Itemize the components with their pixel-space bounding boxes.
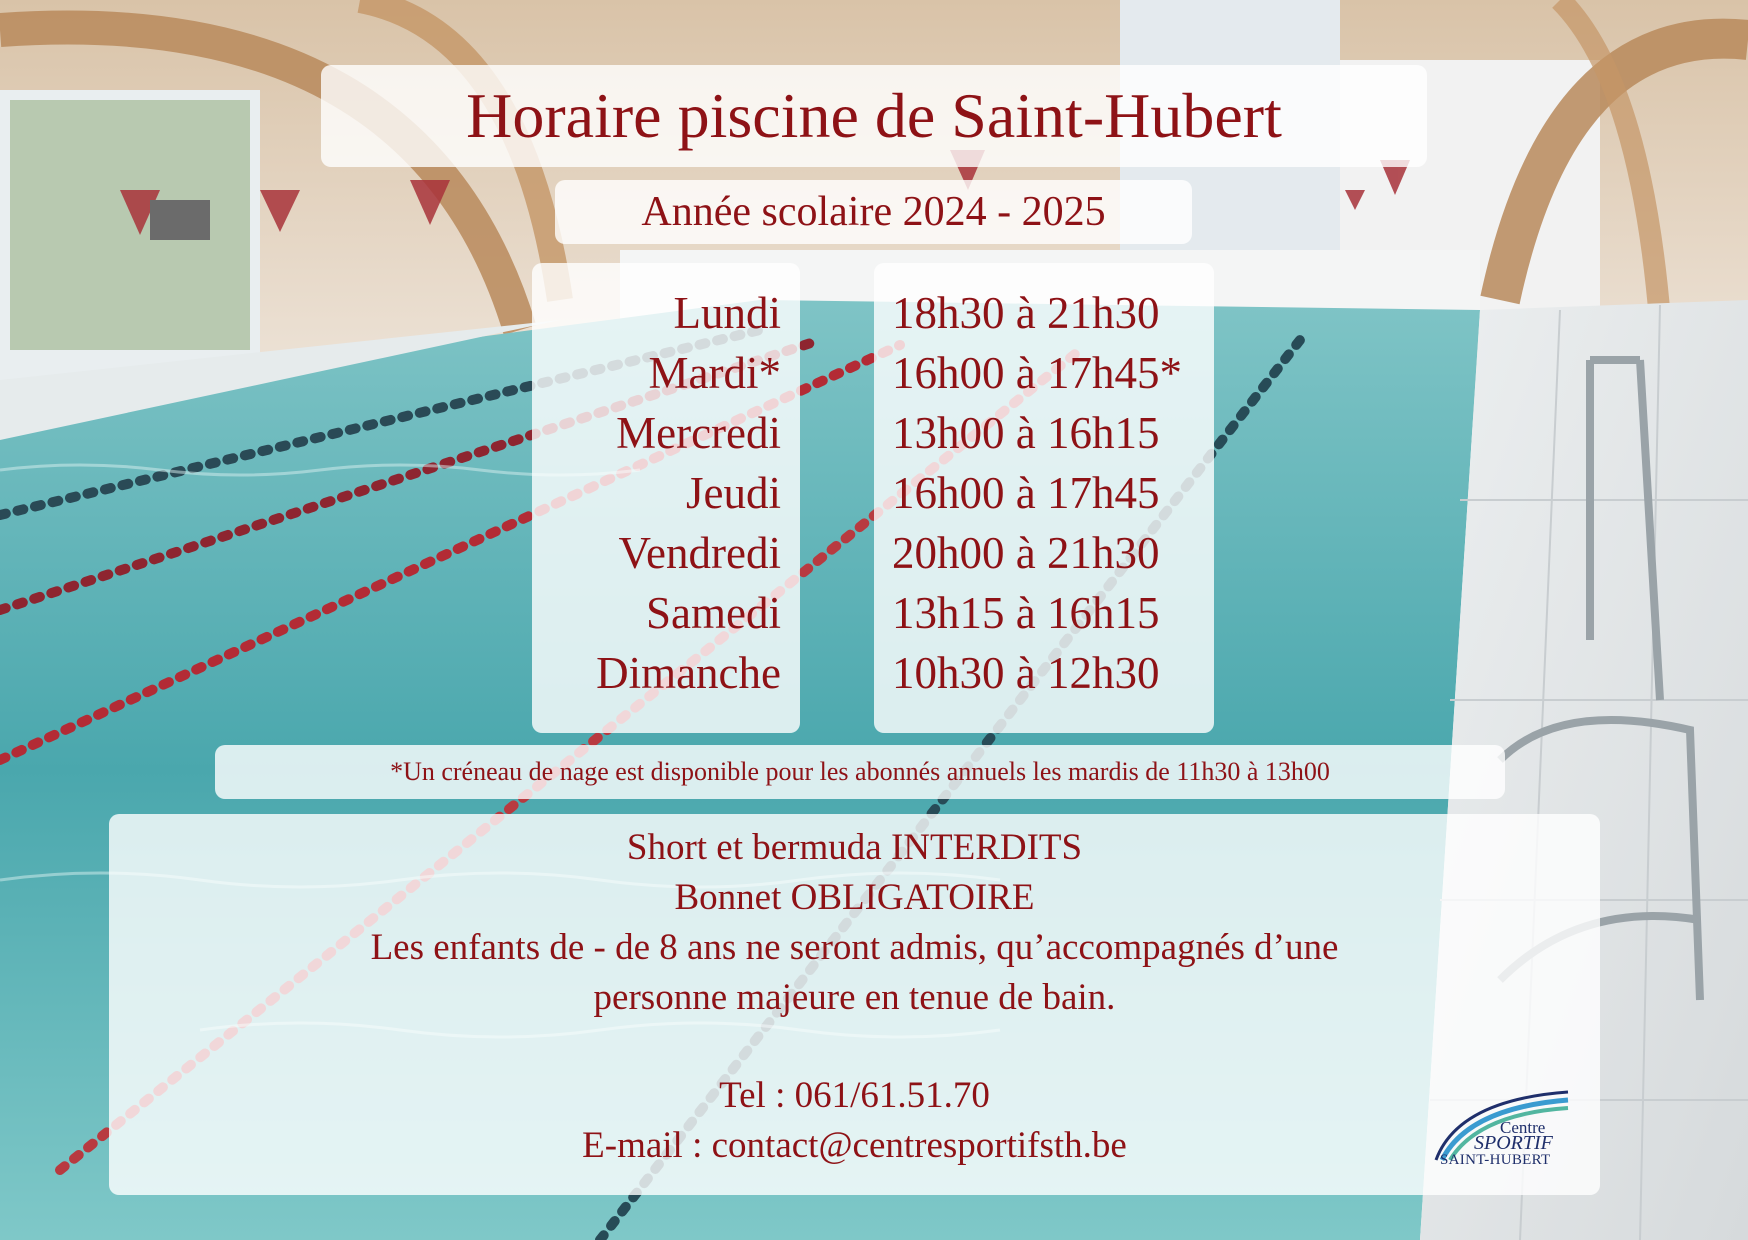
logo-line-2: SPORTIF [1474,1132,1553,1154]
schedule-hours-item: 13h00 à 16h15 [892,408,1160,458]
rule-children: Les enfants de - de 8 ans ne seront admis, qu’accompagnés d’une [370,927,1339,968]
schedule-hours [892,283,1212,703]
schedule-day: Samedi [646,588,781,638]
schedule-hours-item: 13h15 à 16h15 [892,588,1160,638]
rule-children-cont: personne majeure en tenue de bain. [593,977,1116,1018]
schedule-day: Jeudi [686,468,781,518]
schedule-hours-item: 16h00 à 17h45* [892,348,1182,398]
logo-line-3: SAINT-HUBERT [1440,1152,1551,1168]
centre-sportif-logo [1418,1080,1578,1170]
schedule-day: Mardi* [648,348,781,398]
schedule-hours-item: 16h00 à 17h45 [892,468,1160,518]
rule-cap: Bonnet OBLIGATOIRE [674,877,1035,918]
schedule-day: Lundi [673,288,781,338]
schedule-day: Dimanche [596,648,781,698]
schedule-day: Vendredi [618,528,781,578]
schedule-hours-item: 10h30 à 12h30 [892,648,1160,698]
schedule-hours-item: 20h00 à 21h30 [892,528,1160,578]
footnote: *Un créneau de nage est disponible pour les abonnés annuels les mardis de 11h30 à 13h00 [390,757,1330,786]
school-year: Année scolaire 2024 - 2025 [641,189,1106,235]
schedule-hours-item: 18h30 à 21h30 [892,288,1160,338]
rule-shorts: Short et bermuda INTERDITS [626,827,1083,868]
schedule-days [532,283,781,703]
contact-phone: Tel : 061/61.51.70 [719,1075,990,1116]
logo-line-1: Centre [1500,1118,1546,1137]
info-block [109,823,1600,1171]
contact-email: E-mail : contact@centresportifsth.be [582,1125,1127,1166]
schedule-day: Mercredi [616,408,781,458]
page-title: Horaire piscine de Saint-Hubert [466,80,1282,151]
